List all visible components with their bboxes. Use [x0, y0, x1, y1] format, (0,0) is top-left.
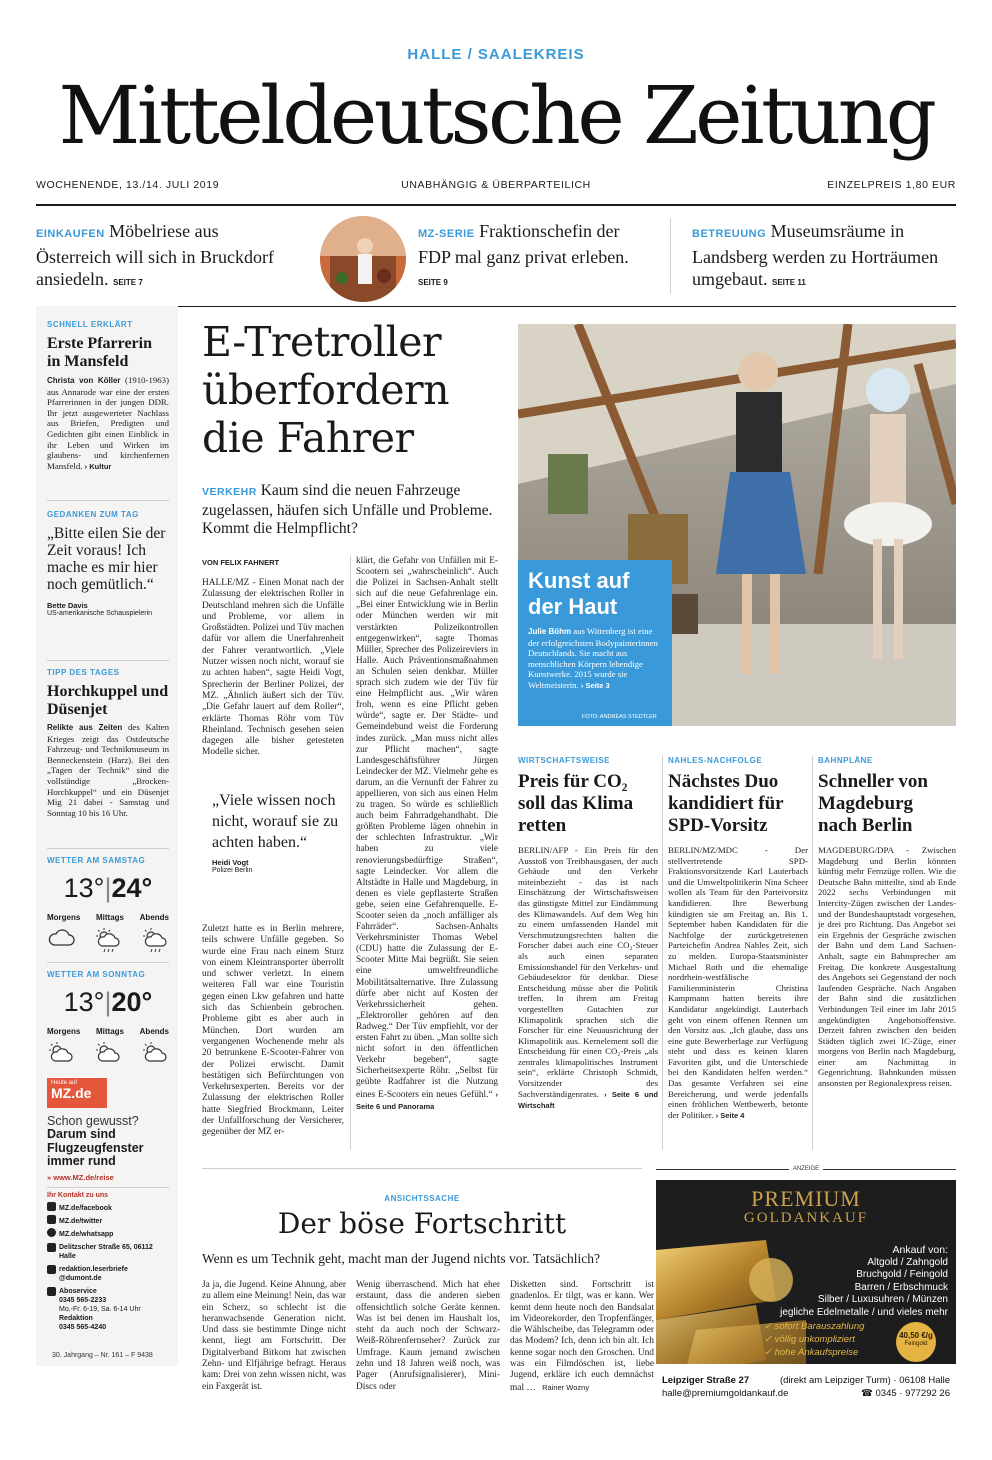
teaser-text: Museumsräume in Landsberg werden zu Horträumen umgebaut.	[692, 221, 939, 289]
temperature: 13°|24°	[63, 873, 153, 903]
facebook-icon	[47, 1202, 56, 1211]
abo-hours: Mo.-Fr. 6-19, Sa. 6-14 Uhr	[59, 1305, 141, 1313]
whatsapp-label: MZ.de/whatsapp	[59, 1230, 114, 1238]
mz-logo-top: Heute auf	[51, 1080, 78, 1086]
mail-icon	[47, 1265, 56, 1274]
ad-perks	[764, 1320, 864, 1359]
pull-quote-role: Polizei Berlin	[212, 867, 253, 874]
ad-buy-title: Ankauf von:	[892, 1244, 948, 1256]
news-headline[interactable]: Preis für CO₂ soll das Klima retten	[518, 771, 634, 836]
location-icon	[47, 1243, 56, 1252]
sidebar-lead: Relikte aus Zeiten	[47, 723, 123, 732]
sidebar-divider	[47, 500, 169, 501]
twitter-link[interactable]	[47, 1215, 169, 1228]
sidebar-text	[47, 722, 169, 818]
lead-ref-label: Seite 6 und Panorama	[356, 1101, 435, 1111]
issue-date: WOCHENENDE, 13./14. JULI 2019	[36, 179, 220, 191]
opinion-col3-text: Disketten sind. Fortschritt ist gnadenlos. Er tilgt, was er kann. Wer kennt denn heute noch den Bandsalat im Videorekorder, den Tropfenfänger, die Wählscheibe, das Telegramm oder das Modem? Ich, denn ich bin alt. Ich kenne sogar noch den Groschen. Und was ein Filmdöschen ist, liebe Jugend, erkläre ich euch demnächst mal …	[510, 1280, 654, 1393]
cloud-icon	[47, 928, 75, 954]
sidebar-kicker: SCHNELL ERKLÄRT	[47, 320, 133, 329]
news-text	[518, 845, 658, 1112]
teaser-ref: SEITE 9	[418, 278, 448, 287]
photo-caption-box	[518, 560, 672, 726]
phone-icon	[47, 1287, 56, 1296]
abo-service	[47, 1287, 169, 1332]
weather-label-noon: Mittags	[96, 1027, 124, 1036]
red-phone: 0345 565-4240	[59, 1323, 107, 1331]
quote-text: „Bitte eilen Sie der Zeit voraus! Ich mache es mir hier noch gemütlich.“	[47, 525, 166, 593]
mz-contact-title: Ihr Kontakt zu uns	[47, 1191, 109, 1199]
sun-rain-icon	[141, 928, 169, 954]
sidebar-text	[47, 375, 169, 472]
ad-buy-item: Silber / Luxusuhren / Münzen	[817, 1294, 948, 1305]
issue-footer: 30. Jahrgang – Nr. 161 – F 9438	[52, 1352, 153, 1359]
sidebar-quote	[47, 510, 169, 617]
mz-question: Schon gewusst?	[47, 1114, 139, 1128]
sidebar-divider	[47, 962, 169, 963]
opinion-col3	[510, 1280, 654, 1394]
opinion-col2: Wenig überraschend. Mich hat eher erstaunt, dass die anderen sieben offensichtlich solche Geräte kennen. Was ist bei denen im Haushalt los, steht da auch noch der Schwarz-Weiß-Röhrenfernseher? Zurück zur Umfrage. Kaum jemand zwischen zehn und 18 Jahren weiß noch, was Pager (Anrufsignalisierer), Mini-Discs oder	[356, 1280, 500, 1392]
teaser-ref: SEITE 7	[112, 278, 143, 287]
news-ref[interactable]: › Seite 4	[715, 1110, 745, 1120]
advertisement[interactable]	[656, 1180, 956, 1406]
pull-quote-author: Heidi Vogt	[212, 858, 249, 867]
news-body: BERLIN/AFP - Ein Preis für den Ausstoß von Treibhausgasen, der auch Gebäude und den Verkehr miteinbezieht - das ist nach Einschätzung der Wirtschaftsweisen das günstigste Mittel zur Eindämmung des Klimawandels. Auf dem Weg hin zu einem umfassenden Handel mit Verschmutzungsrechten halten die Forscher dabei auch eine CO₂-Steuer als auch einen separaten Emissionshandel für den Verkehrs- und Gebäudesektor für denkbar. Diese Entscheidung müsse aber die Politik treffen. In ihrem am Freitag vorgestellten Gutachten zur Klimapolitik sprachen sich die Forscher für eine Neuausrichtung der Klimapolitik aus. Kernelement soll die Entscheidung für einen CO₂-Preis „als zentrales klimapolitisches Instrument sein“, erklärte Christoph Schmidt, Vorsitzender des Sachverständigenrates.	[518, 845, 658, 1099]
news-text	[668, 845, 808, 1121]
weather-label-morning: Morgens	[47, 1027, 81, 1036]
region-label: HALLE / SAALEKREIS	[407, 46, 585, 63]
opinion-title[interactable]: Der böse Fortschritt	[277, 1207, 567, 1240]
sun-cloud-icon	[141, 1042, 169, 1064]
twitter-label: MZ.de/twitter	[59, 1217, 103, 1225]
twitter-icon	[47, 1215, 56, 1224]
sidebar-kicker: WETTER AM SONNTAG	[47, 970, 146, 979]
ad-perk: ✓ völlig unkompliziert	[764, 1334, 855, 1345]
temperature: 13°|20°	[63, 987, 153, 1017]
weather-label-evening: Abends	[139, 913, 169, 922]
news-kicker: WIRTSCHAFTSWEISE	[518, 756, 610, 765]
lead-headline[interactable]: E-Tretroller überfordern die Fahrer	[202, 318, 449, 462]
lead-subline	[202, 482, 504, 539]
news-kicker: BAHNPLÄNE	[818, 756, 873, 765]
teaser-text: Fraktionschefin der FDP mal ganz privat erleben.	[418, 221, 629, 267]
sidebar-kicker: GEDANKEN ZUM TAG	[47, 510, 139, 519]
email-text: redaktion.leserbriefe @dumont.de	[59, 1265, 128, 1282]
ad-address: Leipziger Straße 27	[662, 1375, 750, 1386]
teaser-kicker: EINKAUFEN	[36, 228, 105, 240]
teaser-einkaufen[interactable]	[36, 220, 286, 295]
facebook-link[interactable]	[47, 1202, 169, 1215]
photo-lead: Julie Böhm	[528, 627, 572, 636]
photo-ref[interactable]: › Seite 3	[580, 680, 610, 690]
facebook-label: MZ.de/facebook	[59, 1204, 112, 1212]
address	[47, 1243, 169, 1261]
lead-sub: Kaum sind die neuen Fahrzeuge zugelassen, häufen sich Unfälle und Probleme. Kommt die Helmpflicht?	[202, 482, 493, 537]
lead-photo[interactable]	[518, 324, 956, 726]
news-kicker: NAHLES-NACHFOLGE	[668, 756, 763, 765]
temp-high: 24°	[111, 873, 153, 903]
newspaper-title[interactable]: Mitteldeutsche Zeitung	[58, 69, 934, 162]
ad-email[interactable]: halle@premiumgoldankauf.de	[662, 1388, 789, 1399]
news-ref-label: Seite 6 und Wirtschaft	[518, 1089, 658, 1111]
quote-author: Bette Davis	[47, 601, 88, 610]
weather-sunday	[47, 970, 169, 1064]
address-text: Delitzscher Straße 65, 06112 Halle	[59, 1243, 153, 1260]
photo-ref-label: Seite 3	[585, 680, 610, 690]
temp-low: 13°	[63, 987, 105, 1017]
column-divider	[350, 556, 351, 1150]
ad-label-text: ANZEIGE	[792, 1166, 820, 1172]
mz-logo[interactable]	[47, 1078, 107, 1108]
opinion-sub: Wenn es um Technik geht, macht man der Jugend nichts vor. Tatsächlich?	[202, 1251, 601, 1266]
sun-cloud-icon	[47, 1042, 75, 1064]
teaser-kicker: MZ-SERIE	[418, 228, 475, 240]
opinion-author: Rainer Wozny	[542, 1382, 590, 1392]
teaser-betreuung[interactable]	[692, 220, 956, 295]
email-link[interactable]	[47, 1265, 169, 1283]
news-ref-label: Seite 4	[720, 1110, 745, 1120]
ad-perk-text: sofort Barauszahlung	[774, 1321, 865, 1332]
news-body: BERLIN/MZ/MDC - Der stellvertretende SPD-Fraktionsvorsitzende Karl Lauterbach und die Umweltpolitikerin Nina Scheer wollen als Team für den Parteivorsitz kandidieren. Ihre Bewerbung kündigten sie am Freitag an. Bis 1. September haben Kandidaten für die Nachfolge der zurückgetretenen Parteichefin Andrea Nahles Zeit, sich zu melden. Europa-Staatsminister Michael Roth und die ehemalige nordrhein-westfälische Familienministerin Christina Kampmann hatten bereits ihre Kandidatur angekündigt. Lauterbach geht von einem offenen Rennen um den Vorsitz aus. „Ich glaube, dass uns eine gute Bewerberlage zur Verfügung steht und dass es keinen klaren Favoriten gibt, und die Unterschiede bei den Kandidaten helfen werden.“ Das gesamte Verfahren sei eine Bereicherung, und werde jedenfalls einen fröhlichen Wettbewerb, betonte der Politiker.	[668, 845, 808, 1120]
sun-cloud-icon	[94, 1042, 122, 1064]
sidebar-headline[interactable]: Horchkuppel und Düsenjet	[47, 683, 169, 718]
sidebar-body: (1910-1963) aus Annarode war eine der ersten Pfarrerinnen in der jungen DDR. Ihr jetzt ausgewerteter Nachlass aus Briefen, Predigten und Gedichten gibt einen Einblick in ihr Leben und Wirken im glaubens- und kirchenfernen Mansfeld.	[47, 375, 170, 471]
motto: UNABHÄNGIG & ÜBERPARTEILICH	[401, 179, 591, 191]
column-divider	[662, 756, 663, 1150]
ad-perk-text: hohe Ankaufspreise	[774, 1347, 859, 1358]
ad-buy-list	[780, 1244, 948, 1319]
mz-logo-text: MZ.de	[51, 1085, 92, 1101]
photo-body: aus Wittenberg ist eine der erfolgreichsten Bodypainterinnen Deutschlands. Sie macht aus menschlichen Körpern lebendige Kunstwerke. 2015 wurde sie Weltmeisterin.	[528, 626, 658, 690]
byline: VON FELIX FAHNERT	[202, 558, 280, 567]
lead-ref[interactable]: › Seite 6 und Panorama	[356, 1089, 499, 1111]
news-col-co2	[518, 756, 658, 1112]
teaser-text: Möbelriese aus Österreich will sich in Bruckdorf ansiedeln.	[36, 221, 274, 289]
photo-title[interactable]: Kunst auf der Haut	[528, 568, 630, 619]
temp-high: 20°	[111, 987, 153, 1017]
teaser-mz-serie[interactable]	[418, 220, 648, 295]
news-body: MAGDEBURG/DPA - Zwischen Magdeburg und Berlin könnten künftig mehr Fernzüge rollen. Wie die Deutsche Bahn mitteilte, sind ab Ende 2022 sechs Verbindungen mit Intercity-Zügen zwischen der Landes- und der Bundeshauptstadt vorgesehen, je drei pro Richtung. Das Angebot sei ein Ergebnis der Gespräche zwischen der Bahn und dem Land Sachsen-Anhalt, sagte ein Bahnsprecher am Freitag. Die konkrete Ausgestaltung des Angebots sei Gegenstand der noch laufenden Gespräche. Nach Angaben der Bahn sind die zusätzlichen Verbindungen Teil einer im Jahr 2015 angekündigten Angebotsoffensive. Derzeit fahren zwischen den beiden Städten täglich zwei IC-Züge, einer morgens von Berlin nach Magdeburg, einer am Nachmittag in Gegenrichtung. Bahnkunden müssen ansonsten per Regionalexpress reisen.	[818, 845, 956, 1089]
ad-buy-item: Barren / Erbschmuck	[854, 1281, 948, 1293]
ad-address-note: (direkt am Leipziger Turm) · 06108 Halle	[779, 1375, 950, 1386]
lead-col1b: Zuletzt hatte es in Berlin mehrere, teils schwere Unfälle gegeben. So wurde eine Frau nach einem Sturz von einem Kleintransporter überrollt und schwer verletzt. In einem weiteren Fall war eine Touristin gegen einen Lkw gefahren und hatte sich das Schienbein gebrochen. Probleme gibt es aber auch in München. Dort wurden am vergangenen Wochenende mehr als 20 betrunkene E-Scooter-Fahrer von der Polizei erwischt. Damit bestätigen sich Befürchtungen von Verkehrsexperten. Bereits vor der Zulassung der elektrischen Roller hatte Siegfried Brockmann, Leiter der Unfallforschung der Versicherer, gegenüber der MZ er-	[202, 924, 344, 1138]
temp-low: 13°	[63, 873, 105, 903]
news-headline[interactable]: Nächstes Duo kandidiert für SPD-Vorsitz	[668, 771, 784, 836]
ad-badge-price: 40,50 €/g	[899, 1331, 933, 1340]
sidebar-tip	[47, 668, 169, 818]
pull-quote-text: „Viele wissen noch nicht, worauf sie zu achten haben.“	[212, 792, 339, 851]
sidebar-headline[interactable]: Erste Pfarrerin in Mansfeld	[47, 335, 152, 370]
ad-price-badge	[896, 1322, 936, 1362]
ad-brand: PREMIUM	[751, 1186, 861, 1211]
ad-perk-text: völlig unkompliziert	[774, 1334, 855, 1345]
mz-divider	[47, 1187, 169, 1188]
opinion-kicker: ANSICHTSSACHE	[384, 1194, 460, 1203]
sun-rain-icon	[94, 928, 122, 954]
photo-caption	[528, 626, 662, 692]
teaser-photo[interactable]	[320, 216, 406, 302]
abo-phone: 0345 565-2233	[59, 1296, 107, 1304]
lead-col2	[356, 556, 498, 1113]
quote-role: US-amerikanische Schauspielerin	[47, 610, 153, 617]
opinion-col1: Ja ja, die Jugend. Keine Ahnung, aber zu allem eine Meinung! Nein, das war ein Scherz, so schlecht ist die heranwachsende Generation nicht. Und dass sie bestimmte Dinge nicht kennt, liegt am Fortschritt. Der Digitalverband Bitkom hat zwischen Zehn- und Elfjährige befragt. Heraus kam: Drei von zehn wissen nicht, was ein Faxgerät ist.	[202, 1280, 346, 1392]
weather-icons	[47, 928, 169, 954]
opinion-top-rule	[202, 1168, 642, 1169]
sidebar-lead: Christa von Köller	[47, 376, 121, 385]
sidebar-kicker: TIPP DES TAGES	[47, 668, 120, 677]
weather-label-noon: Mittags	[96, 913, 124, 922]
whatsapp-link[interactable]	[47, 1228, 169, 1241]
ad-buy-item: Altgold / Zahngold	[867, 1256, 948, 1268]
ad-buy-item: Bruchgold / Feingold	[856, 1269, 948, 1280]
sidebar-kicker: WETTER AM SAMSTAG	[47, 856, 146, 865]
weather-saturday	[47, 856, 169, 954]
teaser-ref: SEITE 11	[771, 278, 806, 287]
weather-labels	[47, 1027, 169, 1036]
mz-story[interactable]: Darum sind Flugzeugfenster immer rund	[47, 1127, 144, 1168]
ad-badge-sub: Feingold	[904, 1341, 928, 1347]
lead-kicker: VERKEHR	[202, 486, 257, 498]
news-col-bahn	[818, 756, 956, 1089]
pull-quote	[212, 790, 346, 874]
sidebar-body: des Kalten Krieges zeigt das Ostdeutsche Fahrzeug- und Technikmuseum in Benneckenstein (Harz). Bei den „Tagen der Technik“ sind die vollständige „Brocken-Horchkuppel“ und ein Düsenjet Mig 21 dabei - Samstag und Sonntag 10 bis 16 Uhr.	[47, 722, 169, 818]
lead-col2-text: klärt, die Gefahr von Unfällen mit E-Scootern sei „wahrscheinlich“. Auch die Polizei in Sachsen-Anhalt stellt sich auf die neue Gefahrenlage ein. „Bei einer Entwicklung wie in Berlin oder München werden wir mit verstärkten Polizeikontrollen entgegenwirken“, sagte Thomas Müller, Sprecher des Polizeireviers in Halle. Auch Präventionsmaßnahmen an Schulen seien denkbar. Müller sprach sich zudem wie der Tüv für eine Helmpflicht aus. „Wir wären froh, wenn es eine Pflicht geben würde“, sagte er. Der Städte- und Gemeindebund weist die Forderung indes zurück. „Man muss nicht alles zur Pflicht machen“, sagte Landesgeschäftsführer Jürgen Leindecker der MZ. Vielmehr gehe es darum, an die Vernunft der Fahrer zu appellieren, von sich aus einen Helm zu tragen. So würde es schließlich auch beim Fahrradgehandhabt. Die größten Probleme lägen ohnehin in der schlechten Infrastruktur. „Wir haben zu viele renovierungsbedürftige Straßen“, sagte Leindecker. Vor allem die Altstädte in Halle und Magdeburg, in denen es viele gepflasterte Straßen gebe, seien eine Gefahrenquelle. E-Scooter seien da „noch anfälliger als Fahrräder“. Sachsen-Anhalts Verkehrsminister Thomas Webel (CDU) hatte die Zulassung der E-Scooter Mitte Mai begrüßt. Sie seien eine umweltfreundliche Mobilitätsalternative. Ihre Zulassung dürfe aber nicht auf Kosten der Verkehrssicherheit gehen. „Elektroroller gehören auf den Radweg.“ Der Tüv empfiehlt, vor der ersten Fahrt zu üben. „Man sollte sich nicht sofort in den öffentlichen Verkehr begeben“, sagte Sicherheitsexperte Röhr. „Selbst für geübte Radfahrer ist die Nutzung eines E-Scooters ein neues Gefühl.“	[356, 556, 498, 1100]
ad-phone[interactable]: ☎ 0345 · 977292 26	[861, 1388, 950, 1399]
abo-label: Aboservice	[59, 1287, 97, 1295]
sidebar-divider	[47, 660, 169, 661]
news-col-spd	[668, 756, 808, 1121]
weather-label-morning: Morgens	[47, 913, 81, 922]
price: EINZELPREIS 1,80 EUR	[827, 179, 956, 191]
whatsapp-icon	[47, 1228, 56, 1237]
ad-buy-item: jegliche Edelmetalle / und vieles mehr	[780, 1306, 948, 1318]
sidebar-explain	[47, 320, 169, 472]
weather-icons	[47, 1042, 169, 1064]
sidebar-divider	[47, 848, 169, 849]
sidebar-ref-label: Kultur	[89, 461, 112, 471]
masthead-rule	[36, 204, 956, 206]
column-divider	[812, 756, 813, 1150]
photo-credit: FOTO: ANDREAS STEDTLER	[582, 714, 657, 720]
ad-perk: ✓ sofort Barauszahlung	[764, 1321, 865, 1332]
sidebar-ref[interactable]: › Kultur	[84, 461, 112, 471]
weather-labels	[47, 913, 169, 922]
lead-col1: HALLE/MZ - Einen Monat nach der Zulassung der elektrischen Roller in Deutschland mehren sich die Unfälle und Probleme, vor allem in Großstädten. Polizei und Tüv machen dafür vor allem die Unerfahrenheit der Fahrer verantwortlich. „Viele Nutzer wissen noch nicht, worauf sie zu achten haben“, sagte Heidi Vogt, Sprecherin der Berliner Polizei, der MZ. „Ähnlich äußert sich der Tüv. „Die Gefahr lauert auf dem Roller“, erklärte Thomas Röhr vom Tüv Rheinland. Technisch gesehen seien dagegen alle bisher getesteten Modelle sicher.	[202, 578, 344, 758]
ad-perk: ✓ hohe Ankaufspreise	[764, 1347, 859, 1358]
teaser-divider	[670, 218, 671, 294]
news-headline[interactable]: Schneller von Magdeburg nach Berlin	[818, 771, 928, 836]
news-ref[interactable]: › Seite 6 und Wirtschaft	[518, 1089, 658, 1111]
red-label: Redaktion	[59, 1314, 93, 1322]
ad-label	[656, 1166, 956, 1172]
ad-brand-sub: GOLDANKAUF	[743, 1210, 869, 1226]
mz-link[interactable]: » www.MZ.de/reise	[47, 1172, 114, 1182]
mz-promo	[47, 1078, 169, 1332]
teaser-kicker: BETREUUNG	[692, 228, 767, 240]
ad-contact	[662, 1374, 950, 1400]
weather-label-evening: Abends	[139, 1027, 169, 1036]
